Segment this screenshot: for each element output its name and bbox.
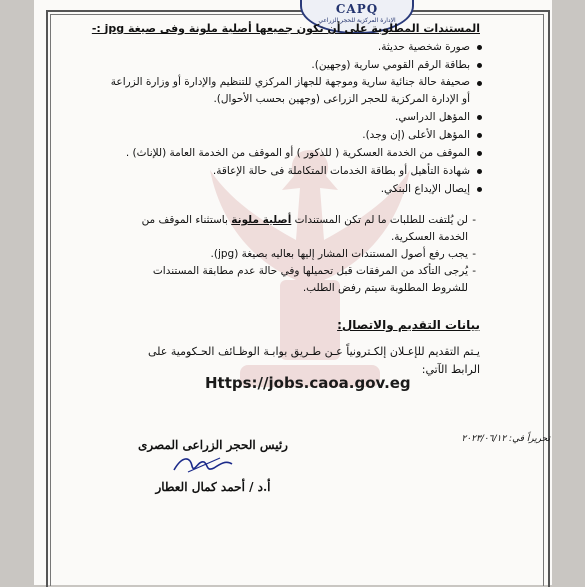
list-item: صحيفة حالة جنائية سارية وموجهة للجهاز المركزي للتنظيم والإدارة أو وزارة الزراعة أو الإدارة المركزية للحجر الزراعى (وجهين بحسب الأحوال). — [110, 74, 484, 108]
handwritten-signature — [168, 452, 238, 478]
logo-subtitle: الإدارة المركزية للحجر الزراعي — [318, 17, 396, 24]
list-item: إيصال الإيداع البنكي. — [110, 180, 484, 198]
list-item: بطاقة الرقم القومي سارية (وجهين). — [110, 56, 484, 74]
note-item — [130, 212, 476, 246]
documents-title: المستندات المطلوبة على أن تكون جميعها أصلية ملونة وفى صيغة jpg :- — [91, 22, 480, 35]
list-item: المؤهل الأعلى (إن وجد). — [110, 126, 484, 144]
note-item: - يُرجى التأكد من المرفقات قبل تحميلها وفي حالة عدم مطابقة المستندات للشروط المطلوبة سيتم رفض الطلب. — [130, 263, 476, 297]
notes-list — [130, 212, 476, 297]
list-item: شهادة التأهيل أو بطاقة الخدمات المتكاملة فى حالة الإعاقة. — [110, 162, 484, 180]
note-emphasis: أصلية ملونة — [231, 214, 292, 226]
documents-list — [110, 38, 484, 198]
apply-section-title: بيانات التقديم والاتصال: — [337, 318, 480, 332]
signer-title: رئيس الحجر الزراعى المصرى — [138, 438, 288, 452]
logo-text: CAPQ — [335, 2, 379, 16]
note-text: لن يُلتفت للطلبات ما لم تكن المستندات — [291, 214, 468, 226]
note-item: - يجب رفع أصول المستندات المشار إليها بعاليه بصيغة (jpg). — [130, 246, 476, 263]
apply-instructions: يـتم التقديم للإعـلان إلكـترونياً عـن طـريق بوابـة الوظـائف الحـكومية على الرابط الآتي: — [147, 345, 480, 376]
list-item: الموقف من الخدمة العسكرية ( للذكور ) أو الموقف من الخدمة العامة (للإناث) . — [110, 144, 484, 162]
issue-date: تحريراً في: ٢٠٢٣/٠٦/١٢ — [461, 434, 550, 444]
list-item: المؤهل الدراسي. — [110, 108, 484, 126]
signer-name: أ.د / أحمد كمال العطار — [155, 480, 271, 494]
list-item: صورة شخصية حديثة. — [110, 38, 484, 56]
note-text: باستثناء الموقف من الخدمة العسكرية. — [141, 214, 468, 243]
jobs-portal-link[interactable]: Https://jobs.caoa.gov.eg — [205, 374, 411, 392]
